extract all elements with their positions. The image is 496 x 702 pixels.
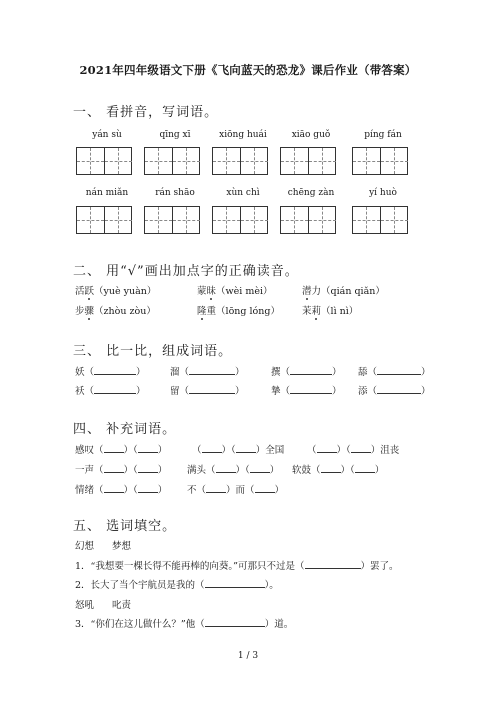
pinyin-label: qīng xī (159, 130, 191, 140)
idiom-item[interactable]: 软鼓（ ）（ ） (292, 465, 385, 476)
word-choice-pair: 怒吼 叱责 (75, 600, 132, 611)
writing-grid[interactable] (76, 206, 132, 234)
reading-item: 步骤（zhòu zòu） (75, 306, 156, 317)
compare-item[interactable]: 妖（ ） (75, 367, 146, 378)
idiom-item[interactable]: 一声（ ）（ ） (75, 465, 168, 476)
writing-grid[interactable] (76, 147, 132, 175)
idiom-item[interactable]: 不（ ）而（ ） (187, 485, 285, 496)
writing-grid[interactable] (144, 206, 200, 234)
writing-grid[interactable] (212, 206, 268, 234)
writing-grid[interactable] (144, 147, 200, 175)
writing-grid[interactable] (280, 147, 336, 175)
idiom-item[interactable]: （ ）（ ）全国 (192, 445, 285, 456)
writing-grid[interactable] (352, 206, 408, 234)
pinyin-label: yí huò (369, 188, 397, 198)
idiom-item[interactable]: 满头（ ）（ ） (187, 465, 280, 476)
compare-item[interactable]: 溜（ ） (170, 367, 245, 378)
section-3-heading: 三、 比一比，组成词语。 (73, 344, 233, 359)
pinyin-label: chēng zàn (287, 188, 335, 198)
fill-sentence-2[interactable]: 2．长大了当个宇航员是我的（ ）。 (75, 580, 279, 591)
writing-grid[interactable] (352, 147, 408, 175)
pinyin-label: xùn chì (226, 188, 260, 198)
writing-grid[interactable] (280, 206, 336, 234)
compare-item[interactable]: 摯（ ） (271, 386, 342, 397)
compare-item[interactable]: 留（ ） (170, 386, 245, 397)
pinyin-label: xiāo guǒ (291, 130, 331, 140)
reading-item: 隆重（lōng lóng） (197, 306, 280, 317)
section-1-heading: 一、 看拼音，写词语。 (73, 105, 219, 120)
compare-item[interactable]: 添（ ） (358, 386, 431, 397)
writing-grid[interactable] (212, 147, 268, 175)
fill-sentence-3[interactable]: 3．“你们在这儿做什么？”他（ ）道。 (75, 619, 294, 630)
worksheet-title: 2021年四年级语文下册《飞向蓝天的恐龙》课后作业（带答案） (79, 63, 417, 77)
section-4-heading: 四、 补充词语。 (73, 422, 177, 437)
pinyin-label: xiōng huái (219, 130, 267, 140)
compare-item[interactable]: 袄（ ） (75, 386, 146, 397)
page-number: 1 / 3 (237, 651, 259, 661)
idiom-item[interactable]: 情绪（ ）（ ） (75, 485, 168, 496)
compare-item[interactable]: 撰（ ） (271, 367, 342, 378)
idiom-item[interactable]: 感叹（ ）（ ） (75, 445, 168, 456)
compare-item[interactable]: 舔（ ） (358, 367, 431, 378)
reading-item: 茉莉（lì nì） (302, 306, 359, 317)
reading-item: 活跃（yuè yuàn） (75, 286, 157, 297)
word-choice-pair: 幻想 梦想 (75, 541, 132, 552)
reading-item: 潜力（qián qiǎn） (302, 286, 385, 297)
reading-item: 蒙昧（wèi mèi） (197, 286, 273, 297)
section-5-heading: 五、 选词填空。 (73, 519, 177, 534)
pinyin-label: yán sù (92, 130, 122, 140)
section-2-heading: 二、 用“√”画出加点字的正确读音。 (73, 264, 299, 279)
fill-sentence-1[interactable]: 1．“我想要一棵长得不能再棒的向葵。”可那只不过是（ ）罢了。 (75, 561, 399, 572)
pinyin-label: rán shāo (155, 188, 195, 198)
pinyin-label: nán miǎn (85, 188, 129, 198)
pinyin-label: píng fán (364, 130, 402, 140)
idiom-item[interactable]: （ ）（ ）沮丧 (307, 445, 400, 456)
